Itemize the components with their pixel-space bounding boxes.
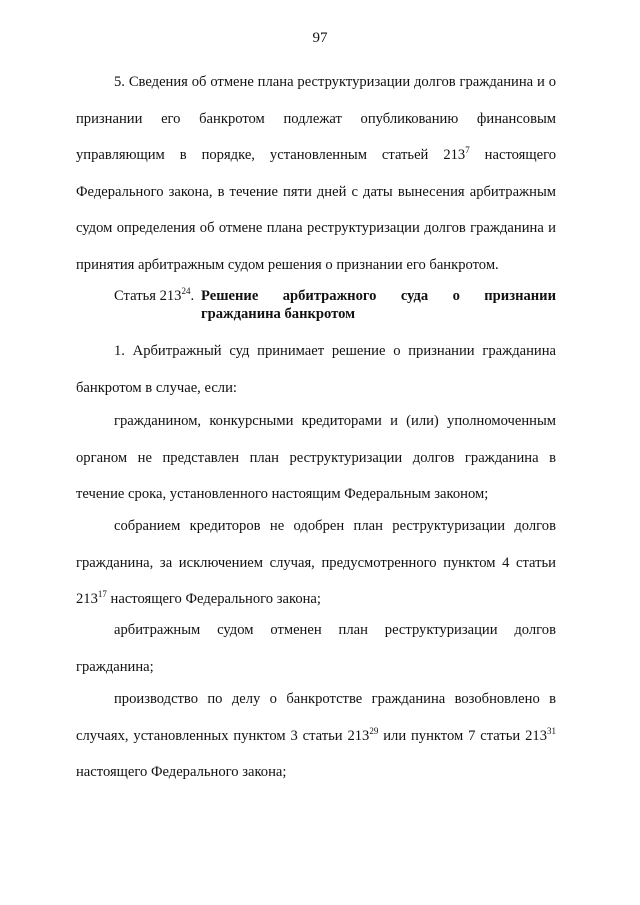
clause-1 [76, 333, 556, 406]
case-c-text: арбитражным судом отменен план реструктуризации долгов гражданина; [76, 622, 556, 675]
page-number: 97 [312, 30, 328, 46]
article-title [201, 287, 556, 323]
case-d-text-mid: или пунктом 7 статьи 213 [378, 727, 547, 744]
case-b-text: собранием кредиторов не одобрен план реструктуризации долгов гражданина, за исключением случая, предусмотренного пунктом 4 статьи 213 [76, 518, 556, 607]
paragraph-5 [76, 64, 556, 283]
case-d-sup2: 31 [547, 725, 556, 736]
article-label [114, 287, 194, 305]
article-title-line2: гражданина банкротом [201, 306, 356, 322]
case-a [76, 403, 556, 513]
article-label-sup: 24 [181, 286, 191, 297]
article-label-prefix: Статья 213 [114, 288, 182, 304]
paragraph-5-text: 5. Сведения об отмене плана реструктуризации долгов гражданина и о признании его банкротом подлежат опубликованию финансовым управляющим в порядке, установленным статьей 213 [76, 74, 556, 163]
paragraph-5-text-after: настоящего Федерального закона, в течение пяти дней с даты вынесения арбитражным судом определения об отмене плана реструктуризации долгов гражданина и принятия арбитражным судом решения о признании его банкротом. [76, 147, 556, 273]
case-b-sup: 17 [97, 589, 107, 600]
case-b [76, 508, 556, 618]
case-b-text-after: настоящего Федерального закона; [106, 591, 321, 607]
case-d-text: производство по делу о банкротстве гражданина возобновлено в случаях, установленных пунктом 3 статьи 213 [76, 691, 556, 744]
case-d-sup1: 29 [369, 725, 379, 736]
clause-1-text: 1. Арбитражный суд принимает решение о признании гражданина банкротом в случае, если: [76, 343, 556, 396]
case-c [76, 612, 556, 685]
article-title-line1: Решение арбитражного суда о признании [201, 288, 556, 304]
case-d-text-after: настоящего Федерального закона; [76, 764, 287, 780]
article-label-suffix: . [190, 288, 195, 304]
case-a-text: гражданином, конкурсными кредиторами и (или) уполномоченным органом не представлен план реструктуризации долгов гражданина в течение срока, установленного настоящим Федеральным законом; [76, 413, 556, 502]
case-d [76, 681, 556, 791]
paragraph-5-sup: 7 [465, 145, 470, 156]
